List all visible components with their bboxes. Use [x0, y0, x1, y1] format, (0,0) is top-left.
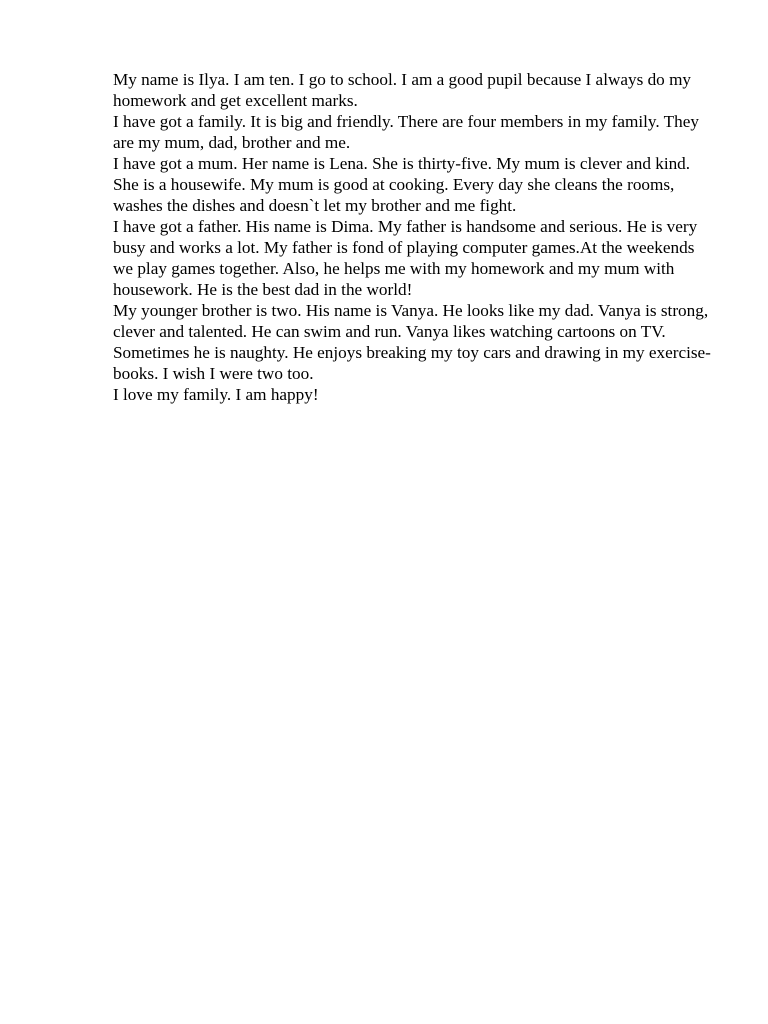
paragraph-family: I have got a family. It is big and friendly. There are four members in my family. They are my mum, dad, brother and me.: [113, 112, 699, 152]
paragraph-mum: I have got a mum. Her name is Lena. She is thirty-five. My mum is clever and kind. She is a housewife. My mum is good at cooking. Every day she cleans the rooms, washes the dishes and doesn`t let my brother and me fight.: [113, 154, 691, 215]
paragraph-closing: I love my family. I am happy!: [113, 385, 319, 404]
paragraph-father: I have got a father. His name is Dima. My father is handsome and serious. He is very busy and works a lot. My father is fond of playing computer games.At the weekends we play games together. Also, he helps me with my homework and my mum with housework. He is the best dad in the world!: [113, 217, 698, 299]
paragraph-brother: My younger brother is two. His name is Vanya. He looks like my dad. Vanya is strong, clever and talented. He can swim and run. Vanya likes watching cartoons on TV. Sometimes he is naughty. He enjoys breaking my toy cars and drawing in my exercise-books. I wish I were two too.: [113, 301, 711, 383]
document-body: [113, 69, 713, 405]
paragraph-intro: My name is Ilya. I am ten. I go to school. I am a good pupil because I always do my homework and get excellent marks.: [113, 70, 692, 110]
